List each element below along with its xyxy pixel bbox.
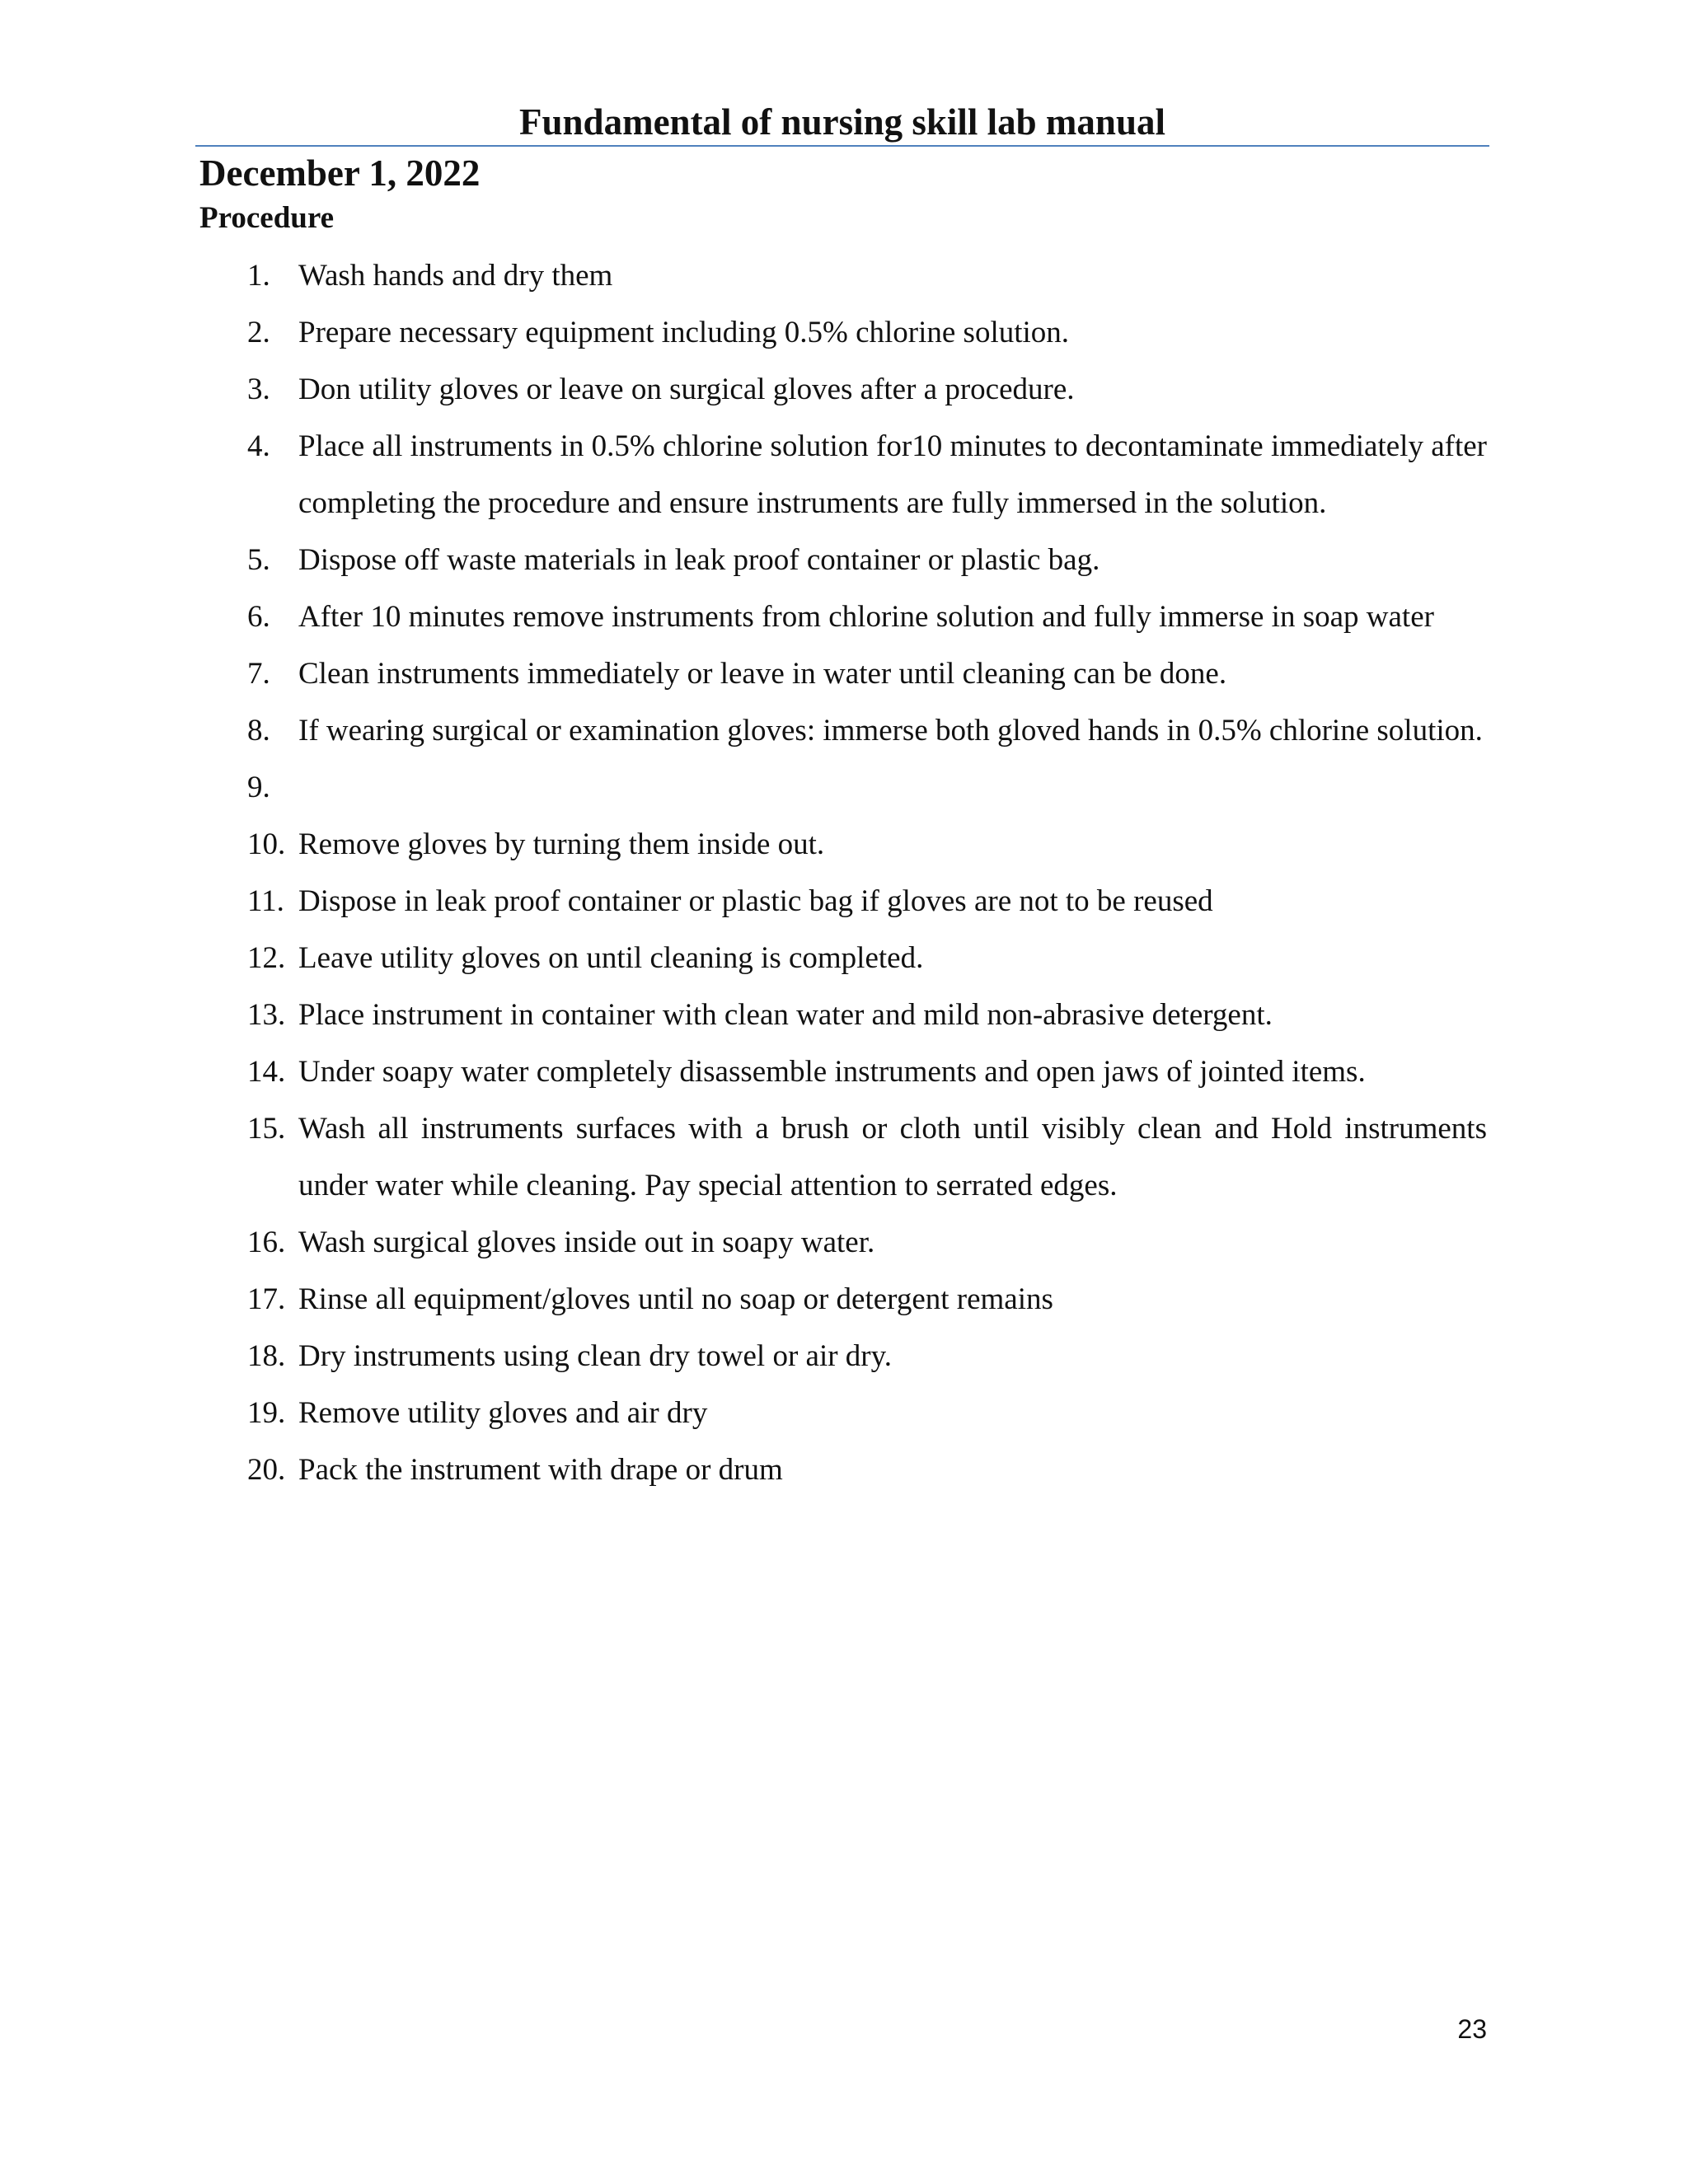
step-number: 2.	[247, 316, 270, 349]
procedure-step	[247, 588, 1487, 645]
procedure-step	[247, 816, 1487, 873]
step-number: 7.	[247, 657, 270, 691]
procedure-steps-list	[247, 247, 1487, 1498]
step-text: Prepare necessary equipment including 0.5% chlorine solution.	[298, 316, 1070, 349]
procedure-step	[247, 1043, 1487, 1100]
procedure-step	[247, 1385, 1487, 1441]
procedure-step	[247, 987, 1487, 1043]
step-number: 16.	[247, 1226, 286, 1259]
procedure-step	[247, 1214, 1487, 1271]
step-text: Leave utility gloves on until cleaning is completed.	[298, 941, 924, 975]
procedure-step	[247, 1441, 1487, 1498]
section-label-procedure: Procedure	[199, 201, 335, 235]
procedure-step	[247, 304, 1487, 361]
date-heading: December 1, 2022	[199, 152, 481, 194]
step-number: 15.	[247, 1112, 286, 1146]
step-text: Pack the instrument with drape or drum	[298, 1453, 783, 1487]
procedure-step	[247, 930, 1487, 987]
page-number: 23	[1457, 2014, 1487, 2044]
step-number: 19.	[247, 1396, 286, 1430]
step-text: Remove utility gloves and air dry	[298, 1396, 708, 1430]
step-text: Under soapy water completely disassemble instruments and open jaws of jointed items.	[298, 1055, 1366, 1089]
step-number: 9.	[247, 771, 270, 804]
step-text: Dispose off waste materials in leak proof container or plastic bag.	[298, 543, 1100, 577]
procedure-step	[247, 873, 1487, 930]
step-text: Remove gloves by turning them inside out.	[298, 827, 825, 861]
procedure-step	[247, 759, 1487, 816]
procedure-step	[247, 361, 1487, 418]
step-text: Dispose in leak proof container or plastic bag if gloves are not to be reused	[298, 884, 1213, 918]
step-text: Place instrument in container with clean water and mild non-abrasive detergent.	[298, 998, 1273, 1032]
header-divider	[195, 145, 1489, 147]
step-text: If wearing surgical or examination gloves: immerse both gloved hands in 0.5% chlorine solution.	[298, 714, 1483, 748]
procedure-step	[247, 418, 1487, 532]
procedure-step	[247, 1328, 1487, 1385]
step-text: Wash all instruments surfaces with a brush or cloth until visibly clean and Hold instruments under water while cleaning. Pay special attention to serrated edges.	[298, 1112, 1487, 1202]
step-number: 3.	[247, 373, 270, 406]
step-number: 17.	[247, 1282, 286, 1316]
step-text	[298, 759, 1487, 816]
step-number: 20.	[247, 1453, 286, 1487]
procedure-step	[247, 1100, 1487, 1214]
step-number: 4.	[247, 429, 270, 463]
step-text: Don utility gloves or leave on surgical gloves after a procedure.	[298, 373, 1075, 406]
procedure-step	[247, 532, 1487, 588]
step-number: 13.	[247, 998, 286, 1032]
step-number: 18.	[247, 1339, 286, 1373]
step-number: 11.	[247, 884, 284, 918]
step-text: After 10 minutes remove instruments from chlorine solution and fully immerse in soap water	[298, 600, 1434, 634]
step-number: 12.	[247, 941, 286, 975]
step-text: Dry instruments using clean dry towel or air dry.	[298, 1339, 892, 1373]
step-number: 1.	[247, 259, 270, 293]
step-text: Wash hands and dry them	[298, 259, 613, 293]
procedure-step	[247, 1271, 1487, 1328]
step-number: 8.	[247, 714, 270, 748]
step-number: 6.	[247, 600, 270, 634]
running-header-title: Fundamental of nursing skill lab manual	[519, 101, 1165, 143]
step-text: Clean instruments immediately or leave in water until cleaning can be done.	[298, 657, 1227, 691]
step-number: 10.	[247, 827, 286, 861]
procedure-step	[247, 702, 1487, 759]
step-number: 14.	[247, 1055, 286, 1089]
step-text: Rinse all equipment/gloves until no soap or detergent remains	[298, 1282, 1053, 1316]
step-text: Place all instruments in 0.5% chlorine solution for10 minutes to decontaminate immediately after completing the procedure and ensure instruments are fully immersed in the solution.	[298, 429, 1487, 520]
step-text: Wash surgical gloves inside out in soapy water.	[298, 1226, 875, 1259]
step-number: 5.	[247, 543, 270, 577]
procedure-step	[247, 645, 1487, 702]
procedure-step	[247, 247, 1487, 304]
